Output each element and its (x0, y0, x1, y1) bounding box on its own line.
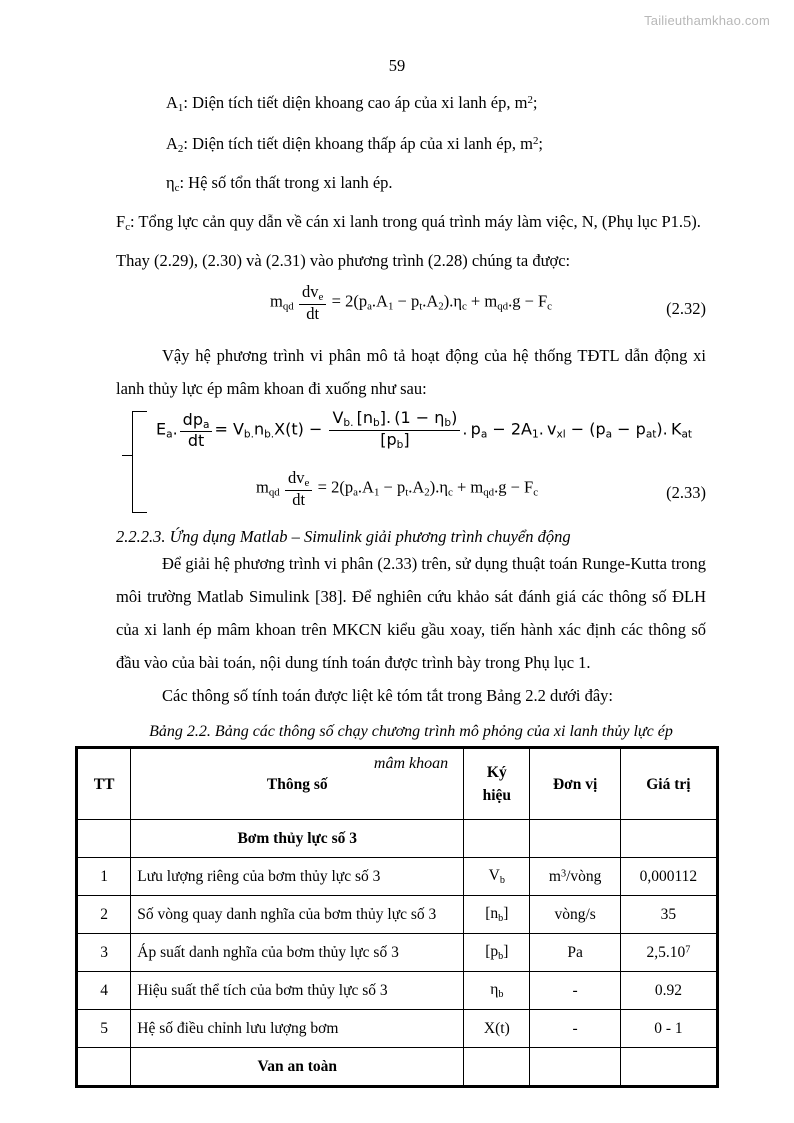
header-unit: Đơn vị (530, 749, 620, 820)
row-3-unit: Pa (530, 934, 620, 972)
equation-2-32-tag: (2.32) (666, 299, 706, 319)
watermark: Tailieuthamkhao.com (644, 13, 770, 28)
group-row-unit-empty (530, 820, 620, 858)
group-2-row-symbol-empty (464, 1048, 530, 1086)
parameters-table-container (75, 746, 719, 1088)
system-bracket (132, 411, 147, 513)
row-3-name: Áp suất danh nghĩa của bơm thủy lực số 3 (131, 934, 464, 972)
row-3-tt: 3 (78, 934, 131, 972)
group-2-row-tt-empty (78, 1048, 131, 1086)
paragraph-fc-definition: $F_c$: Tổng lực cản quy dẫn về cán xi lanh trong quá trình máy làm việc, N, (Phụ lục P1.5). (116, 212, 701, 234)
equation-2-33-line-2: $m_{qd}$ $\frac{dv_e}{dt}$ = $2(p_a.A_1 - p_t.A_2).\eta_c + m_{qd}.g - F_c$ (256, 468, 539, 509)
equation-2-32-body: $m_{qd}$ $\frac{dv_e}{dt}$ = $2(p_a.A_1 - p_t.A_2).\eta_c + m_{qd}.g - F_c$ (269, 282, 552, 323)
group-2-row-value-empty (620, 1048, 716, 1086)
header-symbol-line-1: Ký (486, 764, 507, 781)
table-group-row-valve (78, 1048, 717, 1086)
row-1-name: Lưu lượng riêng của bơm thủy lực số 3 (131, 858, 464, 896)
table-row (78, 972, 717, 1010)
row-3-symbol: $[p_b]$ (464, 934, 530, 972)
pump-flow-fraction: $\frac{V_{b.} [n_b]. (1 - \eta_b)}{[p_b]}$ (329, 409, 460, 451)
paragraph-substitution: Thay (2.29), (2.30) và (2.31) vào phương trình (2.28) chúng ta được: (116, 251, 571, 271)
paragraph-matlab-1: Để giải hệ phương trình vi phân (2.33) trên, sử dụng thuật toán Runge-Kutta trong môi trường Matlab Simulink [38]. Để nghiên cứu khảo sát đánh giá các thông số ĐLH của xi lanh ép mâm khoan trên MKCN kiểu gầu xoay, tiến hành xác định các thông số đầu vào của bài toán, nội dung tính toán được trình bày trong Phụ lục 1. (116, 554, 706, 673)
row-5-value: 0 - 1 (620, 1010, 716, 1048)
header-name: Thông số (131, 749, 464, 820)
row-2-value: 35 (620, 896, 716, 934)
table-row (78, 858, 717, 896)
row-2-unit: vòng/s (530, 896, 620, 934)
row-1-unit: $m^3$/vòng (530, 858, 620, 896)
row-3-value: 2,5.10$^7$ (620, 934, 716, 972)
group-row-value-empty (620, 820, 716, 858)
equation-2-32 (116, 283, 706, 335)
header-symbol-line-2: hiệu (482, 787, 512, 804)
group-2-row-unit-empty (530, 1048, 620, 1086)
table-group-row-pump (78, 820, 717, 858)
page-number: 59 (388, 56, 406, 75)
derivative-fraction-2: $\frac{dv_e}{dt}$ (285, 469, 312, 509)
row-1-symbol: $V_b$ (464, 858, 530, 896)
header-value: Giá trị (620, 749, 716, 820)
body-text-area (116, 84, 706, 780)
group-label-valve: Van an toàn (131, 1048, 464, 1086)
row-1-tt: 1 (78, 858, 131, 896)
group-row-tt-empty (78, 820, 131, 858)
row-4-unit: - (530, 972, 620, 1010)
table-header-row (78, 749, 717, 820)
equation-system-2-33 (116, 407, 706, 519)
table-caption-line-1: Bảng 2.2. Bảng các thông số chạy chương trình mô phỏng của xi lanh thủy lực ép (149, 723, 673, 741)
group-row-symbol-empty (464, 820, 530, 858)
paragraph-system-intro: Vậy hệ phương trình vi phân mô tả hoạt động của hệ thống TĐTL dẫn động xi lanh thủy lực ép mâm khoan đi xuống như sau: (116, 346, 706, 399)
group-label-pump: Bơm thủy lực số 3 (131, 820, 464, 858)
equation-2-33-tag: (2.33) (666, 483, 706, 503)
row-4-tt: 4 (78, 972, 131, 1010)
row-1-value: 0,000112 (620, 858, 716, 896)
row-2-tt: 2 (78, 896, 131, 934)
row-2-symbol: $[n_b]$ (464, 896, 530, 934)
symbol-definition-a2: $A_2$: Diện tích tiết diện khoang thấp áp của xi lanh ép, $m^2$; (166, 134, 544, 156)
row-4-value: 0.92 (620, 972, 716, 1010)
derivative-fraction: $\frac{dv_e}{dt}$ (299, 283, 326, 323)
dpa-dt-fraction: $\frac{dp_a}{dt}$ (180, 411, 213, 450)
section-heading-2-2-2-3: 2.2.2.3. Ứng dụng Matlab – Simulink giải phương trình chuyển động (116, 527, 571, 547)
parameters-table (77, 748, 717, 1086)
symbol-definition-a1: $A_1$: Diện tích tiết diện khoang cao áp của xi lanh ép, $m^2$; (166, 93, 538, 115)
table-caption-line-2: mâm khoan (373, 755, 449, 773)
row-4-name: Hiệu suất thể tích của bơm thủy lực số 3 (131, 972, 464, 1010)
row-2-name: Số vòng quay danh nghĩa của bơm thủy lực số 3 (131, 896, 464, 934)
equation-2-33-line-1: $E_a$. $\frac{dp_a}{dt}$ = $V_{b.}n_{b.}X(t)$ − $\frac{V_{b.} [n_b]. (1 - \eta_b)}{[p_b]}$ . $p_a - 2A_1$. $v_{xl} - (p_a - p_{at})$. $K_{at}$ (156, 408, 693, 451)
table-row (78, 934, 717, 972)
row-5-name: Hệ số điều chỉnh lưu lượng bơm (131, 1010, 464, 1048)
row-5-tt: 5 (78, 1010, 131, 1048)
header-tt: TT (78, 749, 131, 820)
row-4-symbol: $\eta_b$ (464, 972, 530, 1010)
paragraph-matlab-2: Các thông số tính toán được liệt kê tóm tắt trong Bảng 2.2 dưới đây: (162, 686, 613, 706)
header-symbol (464, 749, 530, 820)
table-row (78, 1010, 717, 1048)
system-bracket-nub (122, 455, 133, 456)
table-row (78, 896, 717, 934)
symbol-definition-eta-c: $\eta_c$: Hệ số tổn thất trong xi lanh ép. (166, 173, 393, 195)
row-5-symbol: X(t) (464, 1010, 530, 1048)
row-5-unit: - (530, 1010, 620, 1048)
